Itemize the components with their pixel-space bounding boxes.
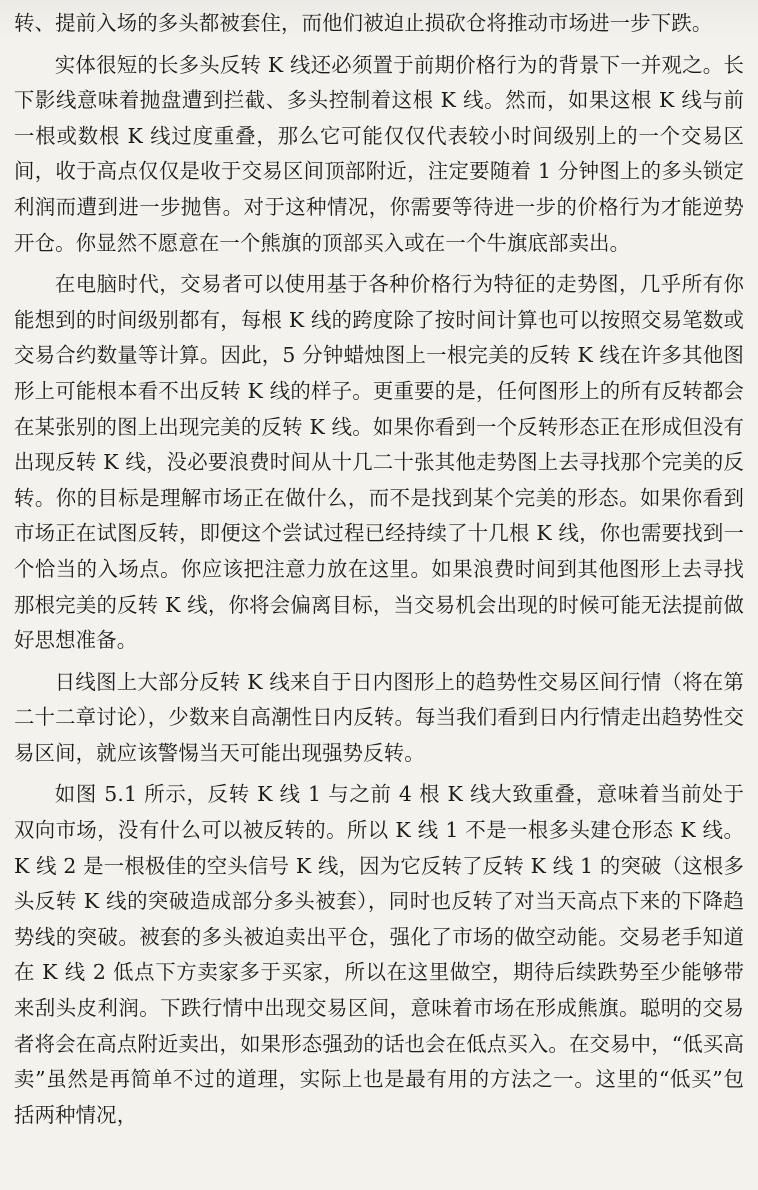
paragraph-daily-chart: 日线图上大部分反转 K 线来自于日内图形上的趋势性交易区间行情（将在第二十二章讨论），少数来自高潮性日内反转。每当我们看到日内行情走出趋势性交易区间，就应该警惕当天可能出现强势反转。 <box>14 669 744 765</box>
paragraph-computer-era: 在电脑时代，交易者可以使用基于各种价格行为特征的走势图，几乎所有你能想到的时间级别都有，每根 K 线的跨度除了按时间计算也可以按照交易笔数或交易合约数量等计算。因此，5 分钟蜡烛图上一根完美的反转 K 线在许多其他图形上可能根本看不出反转 K 线的样子。更重要的是，任何图形上的所有反转都会在某张别的图上出现完美的反转 K 线。如果你看到一个反转形态正在形成但没有出现反转 K 线，没必要浪费时间从十几二十张其他走势图上去寻找那个完美的反转。你的目标是理解市场正在做什么，而不是找到某个完美的形态。如果你看到市场正在试图反转，即便这个尝试过程已经持续了十几根 K 线，你也需要找到一个恰当的入场点。你应该把注意力放在这里。如果浪费时间到其他图形上去寻找那根完美的反转 K 线，你将会偏离目标，当交易机会出现的时候可能无法提前做好思想准备。 <box>14 272 744 653</box>
paragraph-continuation: 转、提前入场的多头都被套住，而他们被迫止损砍仓将推动市场进一步下跌。 <box>14 11 713 35</box>
paragraph-figure-5-1: 如图 5.1 所示，反转 K 线 1 与之前 4 根 K 线大致重叠，意味着当前处于双向市场，没有什么可以被反转的。所以 K 线 1 不是一根多头建仓形态 K 线。K 线 2 是一根极佳的空头信号 K 线，因为它反转了反转 K 线 1 的突破（这根多头反转 K 线的突破造成部分多头被套），同时也反转了对当天高点下来的下降趋势线的突破。被套的多头被迫卖出平仓，强化了市场的做空动能。交易老手知道在 K 线 2 低点下方卖家多于买家，所以在这里做空，期待后续跌势至少能够带来刮头皮利润。下跌行情中出现交易区间，意味着市场在形成熊旗。聪明的交易者将会在高点附近卖出，如果形态强劲的话也会在低点买入。在交易中，“低买高卖”虽然是再简单不过的道理，实际上也是最有用的方法之一。这里的“低买”包括两种情况， <box>14 782 744 1127</box>
paragraph-reversal-bar-context: 实体很短的长多头反转 K 线还必须置于前期价格行为的背景下一并观之。长下影线意味着抛盘遭到拦截、多头控制着这根 K 线。然而，如果这根 K 线与前一根或数根 K 线过度重叠，那么它可能仅仅代表较小时间级别上的一个交易区间，收于高点仅仅是收于交易区间顶部附近，注定要随着 1 分钟图上的多头锁定利润而遭到进一步抛售。对于这种情况，你需要等待进一步的价格行为才能逆势开仓。你显然不愿意在一个熊旗的顶部买入或在一个牛旗底部卖出。 <box>14 52 744 255</box>
body-text <box>14 6 744 1133</box>
